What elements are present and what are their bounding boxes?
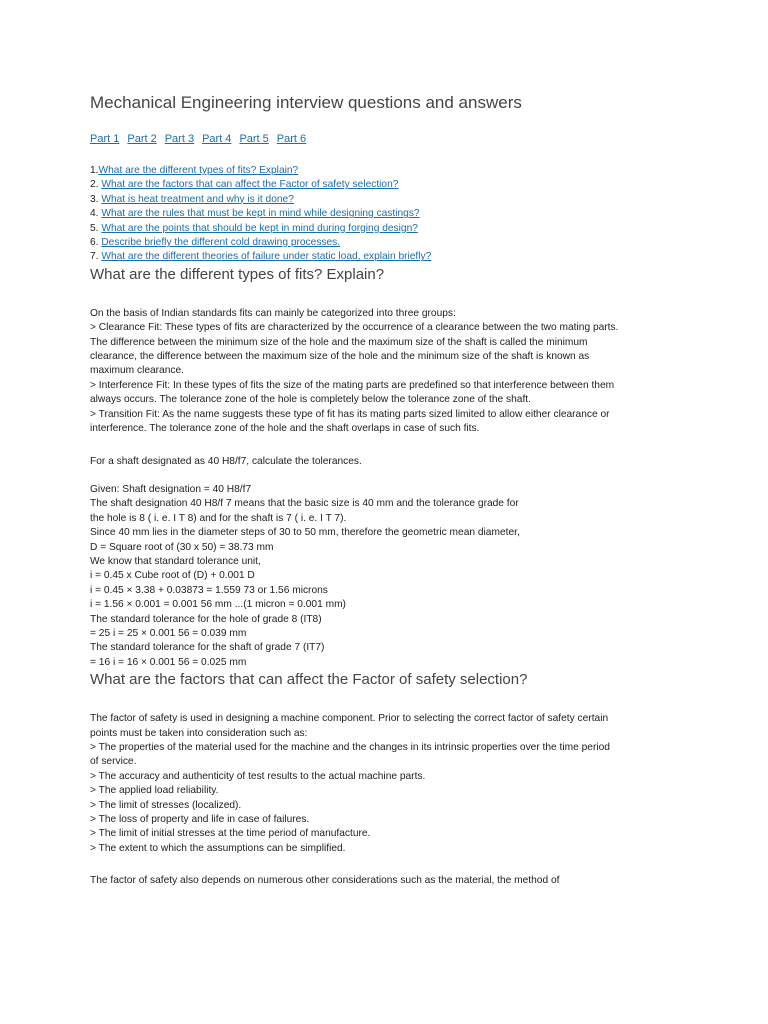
text-line: We know that standard tolerance unit, xyxy=(90,555,261,567)
question-list-item xyxy=(90,164,690,178)
text-line: points must be taken into consideration such as: xyxy=(90,727,308,739)
question-number: 1. xyxy=(90,165,99,176)
part-link-1[interactable]: Part 1 xyxy=(90,133,120,145)
factor-of-safety-paragraph xyxy=(90,712,690,856)
text-line: > Clearance Fit: These types of fits are characterized by the occurrence of a clearance between the two mating parts. xyxy=(90,322,619,334)
text-line: > The extent to which the assumptions can be simplified. xyxy=(90,842,346,854)
part-link-6[interactable]: Part 6 xyxy=(276,133,307,145)
question-link[interactable]: What are the different theories of failure under static load, explain briefly? xyxy=(101,251,432,263)
text-line: maximum clearance. xyxy=(90,365,184,377)
text-line: The standard tolerance for the shaft of grade 7 (IT7) xyxy=(90,642,325,654)
question-number: 5. xyxy=(90,222,102,234)
tolerance-question-paragraph xyxy=(90,455,690,469)
part-link-4[interactable]: Part 4 xyxy=(202,133,232,145)
text-line: > The accuracy and authenticity of test results to the actual machine parts. xyxy=(90,770,426,782)
text-line: always occurs. The tolerance zone of the hole is completely below the tolerance zone of the shaft. xyxy=(90,394,531,406)
text-line: The difference between the minimum size of the hole and the maximum size of the shaft is called the minimum xyxy=(90,336,588,348)
question-list-item xyxy=(90,178,690,192)
question-list-item xyxy=(90,250,690,264)
parts-nav xyxy=(90,132,690,146)
question-number: 2. xyxy=(90,179,102,191)
page-title: Mechanical Engineering interview questions and answers xyxy=(90,93,522,112)
text-line: i = 0.45 × 3.38 + 0.03873 = 1.559 73 or 1.56 microns xyxy=(90,584,328,596)
section-heading-fits: What are the different types of fits? Explain? xyxy=(90,265,385,283)
question-number: 7. xyxy=(90,251,102,263)
part-link-3[interactable]: Part 3 xyxy=(164,133,195,145)
question-number: 3. xyxy=(90,193,102,205)
question-link[interactable]: What is heat treatment and why is it done? xyxy=(101,193,294,205)
text-line: The factor of safety also depends on numerous other considerations such as the material, the method of xyxy=(90,875,560,887)
section-heading-factor-of-safety: What are the factors that can affect the Factor of safety selection? xyxy=(90,671,528,689)
text-line: > Transition Fit: As the name suggests these type of fit has its mating parts sized limited to allow either clearance or xyxy=(90,408,610,420)
text-line: of service. xyxy=(90,756,137,768)
part-link-5[interactable]: Part 5 xyxy=(239,133,269,145)
question-link[interactable]: What are the factors that can affect the Factor of safety selection? xyxy=(101,179,399,191)
text-line: i = 1.56 × 0.001 = 0.001 56 mm ...(1 micron = 0.001 mm) xyxy=(90,599,346,611)
text-line: > The limit of stresses (localized). xyxy=(90,799,242,811)
tolerance-solution-paragraph xyxy=(90,483,690,670)
text-line: = 25 i = 25 × 0.001 56 = 0.039 mm xyxy=(90,627,247,639)
question-link[interactable]: What are the points that should be kept in mind during forging design? xyxy=(101,222,418,234)
text-line: The shaft designation 40 H8/f 7 means that the basic size is 40 mm and the tolerance grade for xyxy=(90,498,519,510)
text-line: Given: Shaft designation = 40 H8/f7 xyxy=(90,483,252,495)
question-list-item xyxy=(90,236,690,250)
text-line: > The properties of the material used for the machine and the changes in its intrinsic properties over the time period xyxy=(90,742,610,753)
question-list-item xyxy=(90,222,690,236)
text-line: The factor of safety is used in designing a machine component. Prior to selecting the correct factor of safety certain xyxy=(90,713,609,725)
question-link[interactable]: What are the different types of fits? Explain? xyxy=(98,165,299,176)
question-number: 4. xyxy=(90,208,102,220)
part-link-2[interactable]: Part 2 xyxy=(127,133,157,145)
text-line: On the basis of Indian standards fits can mainly be categorized into three groups: xyxy=(90,307,456,319)
text-line: > The applied load reliability. xyxy=(90,785,219,797)
document-content xyxy=(90,92,690,889)
question-link[interactable]: Describe briefly the different cold drawing processes. xyxy=(101,237,341,249)
text-line: the hole is 8 ( i. e. I T 8) and for the shaft is 7 ( i. e. I T 7). xyxy=(90,512,347,524)
text-line: D = Square root of (30 x 50) = 38.73 mm xyxy=(90,541,274,553)
question-number: 6. xyxy=(90,237,102,249)
text-line: interference. The tolerance zone of the hole and the shaft overlaps in case of such fits. xyxy=(90,423,480,435)
text-line: Since 40 mm lies in the diameter steps of 30 to 50 mm, therefore the geometric mean diameter, xyxy=(90,527,520,539)
text-line: clearance, the difference between the maximum size of the hole and the minimum size of the shaft is known as xyxy=(90,351,590,363)
text-line: > The loss of property and life in case of failures. xyxy=(90,814,310,826)
text-line: = 16 i = 16 × 0.001 56 = 0.025 mm xyxy=(90,656,247,668)
text-line: > Interference Fit: In these types of fits the size of the mating parts are predefined so that interference between them xyxy=(90,379,615,391)
question-list xyxy=(90,164,690,265)
question-link[interactable]: What are the rules that must be kept in mind while designing castings? xyxy=(101,208,420,220)
text-line: i = 0.45 x Cube root of (D) + 0.001 D xyxy=(90,570,255,582)
factor-of-safety-continued-paragraph xyxy=(90,874,690,888)
question-list-item xyxy=(90,193,690,207)
text-line: For a shaft designated as 40 H8/f7, calculate the tolerances. xyxy=(90,455,362,467)
question-list-item xyxy=(90,207,690,221)
text-line: > The limit of initial stresses at the time period of manufacture. xyxy=(90,828,371,840)
fits-categories-paragraph xyxy=(90,307,690,437)
text-line: The standard tolerance for the hole of grade 8 (IT8) xyxy=(90,613,322,625)
